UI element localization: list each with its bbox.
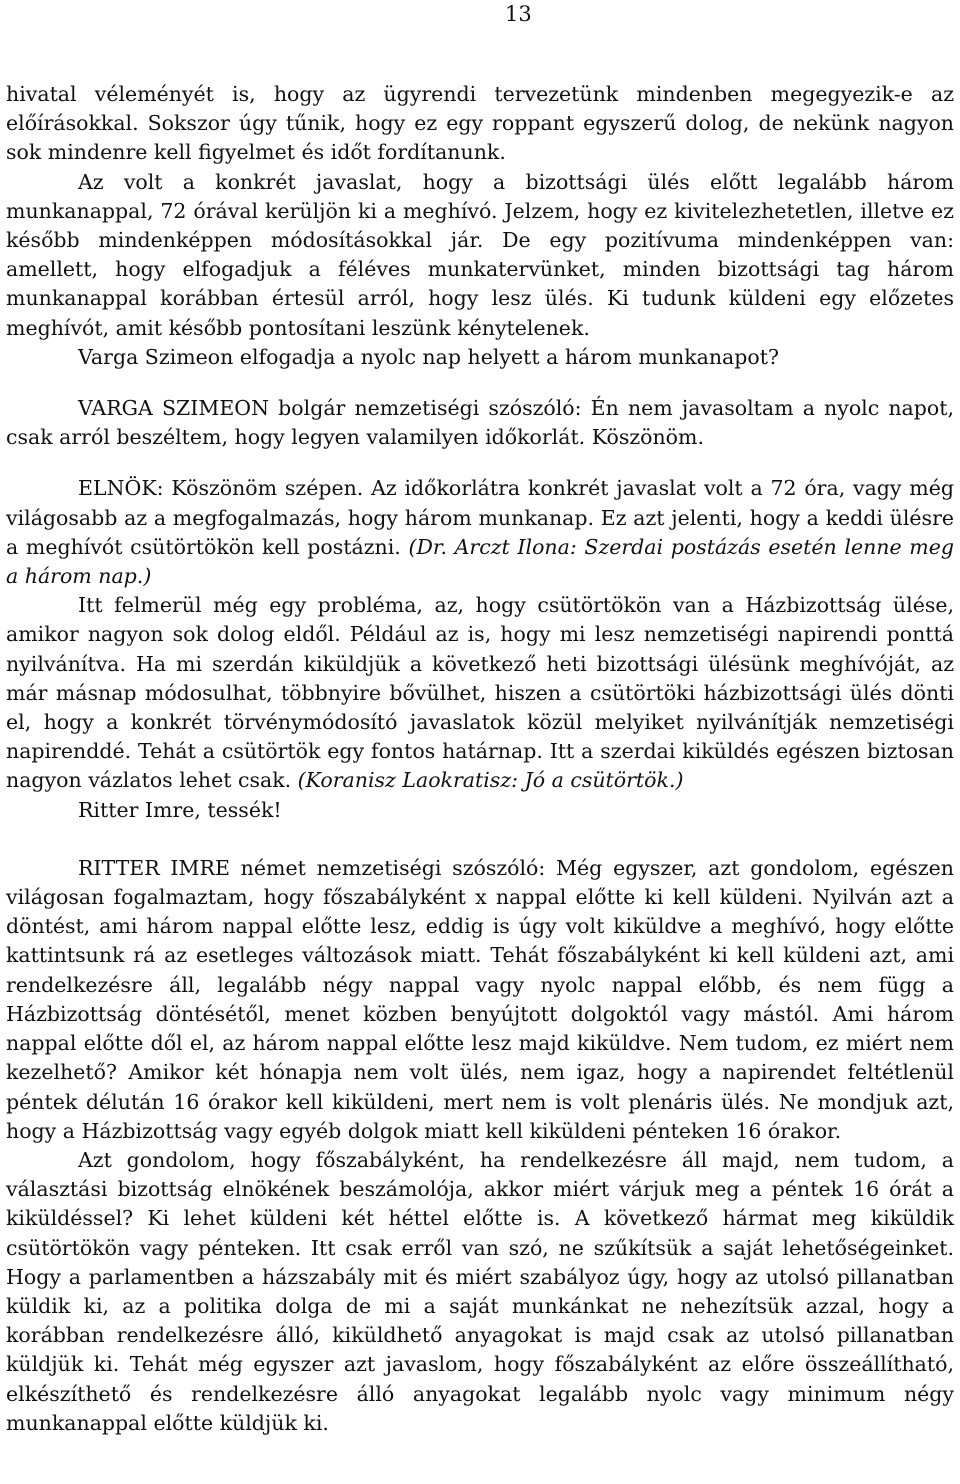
paragraph-hazbizottsag bbox=[6, 591, 954, 795]
paragraph-elnok bbox=[6, 474, 954, 591]
paragraph-elnok-text: ELNÖK: Köszönöm szépen. Az időkorlátra konkrét javaslat volt a 72 óra, vagy még világosabb az a megfogalmazás, hogy három munkanap. Ez azt jelenti, hogy a keddi ülésre a meghívót csütörtökön kell postázni. bbox=[6, 476, 954, 559]
interjection-koranisz-laokratisz: (Koranisz Laokratisz: Jó a csütörtök.) bbox=[297, 768, 684, 793]
interjection-arczt-ilona: (Dr. Arczt Ilona: Szerdai postázás esetén lenne meg a három nap.) bbox=[6, 534, 954, 589]
paragraph-ritter-imre: RITTER IMRE német nemzetiségi szószóló: Még egyszer, azt gondolom, egészen világosan fogalmaztam, hogy főszabályként x nappal előtte ki kell küldeni. Nyilván azt a döntést, ami három nappal előtte lesz, eddig is úgy volt kiküldve a meghívó, hogy előtte kattintsunk rá az esetleges változások miatt. Tehát főszabályként ki kell küldeni azt, ami rendelkezésre áll, legalább négy nappal vagy nyolc nappal előbb, és nem függ a Házbizottság döntésétől, menet közben benyújtott dolgoktól vagy mástól. Ami három nappal előtte dől el, az három nappal előtte lesz majd kiküldve. Nem tudom, ez miért nem kezelhető? Amikor két hónapja nem volt ülés, nem igaz, hogy a napirendet feltétlenül péntek délután 16 órakor kell kiküldeni, mert nem is volt plenáris ülés. Ne mondjuk azt, hogy a Házbizottság vagy egyéb dolgok miatt kell kiküldeni pénteken 16 órakor. bbox=[6, 855, 954, 1143]
paragraph-spacer bbox=[6, 372, 954, 394]
paragraph-spacer bbox=[6, 452, 954, 474]
page-number: 13 bbox=[505, 2, 532, 26]
paragraph-question: Varga Szimeon elfogadja a nyolc nap helyett a három munkanapot? bbox=[78, 344, 779, 369]
paragraph-spacer bbox=[6, 825, 954, 854]
paragraph-proposal: Az volt a konkrét javaslat, hogy a bizottsági ülés előtt legalább három munkanappal, 72 órával kerüljön ki a meghívó. Jelzem, hogy ez kivitelezhetetlen, illetve ez később mindenképpen módosításokkal jár. De egy pozitívuma mindenképpen van: amellett, hogy elfogadjuk a féléves munkatervünket, minden bizottsági tag három munkanappal korábban értesül arról, hogy lesz ülés. Ki tudunk küldeni egy előzetes meghívót, amit később pontosítani leszünk kénytelenek. bbox=[6, 169, 954, 340]
paragraph-ritter-continued: Azt gondolom, hogy főszabályként, ha rendelkezésre áll majd, nem tudom, a választási bizottság elnökének beszámolója, akkor miért várjuk meg a péntek 16 órát a kiküldéssel? Ki lehet küldeni két héttel előtte is. A következő hármat meg kiküldik csütörtökön vagy pénteken. Itt csak erről van szó, ne szűkítsük a saját lehetőségeinket. Hogy a parlamentben a házszabály mit és miért szabályoz úgy, hogy az utolsó pillanatban küldik ki, az a politika dolga de mi a saját munkánkat ne nehezítsük azzal, hogy a korábban rendelkezésre álló, kiküldhető anyagokat is majd csak az utolsó pillanatban küldjük ki. Tehát még egyszer azt javaslom, hogy főszabályként az előre összeállítható, elkészíthető és rendelkezésre álló anyagokat legalább nyolc vagy minimum négy munkanappal előtte küldjük ki. bbox=[6, 1147, 954, 1435]
paragraph-varga-szimeon: VARGA SZIMEON bolgár nemzetiségi szószóló: Én nem javasoltam a nyolc napot, csak arról beszéltem, hogy legyen valamilyen időkorlát. Köszönöm. bbox=[6, 396, 954, 450]
document-body bbox=[6, 80, 954, 1438]
paragraph-ritter-invite: Ritter Imre, tessék! bbox=[78, 797, 282, 822]
paragraph-hazbizottsag-text: Itt felmerül még egy probléma, az, hogy csütörtökön van a Házbizottság ülése, amikor nagyon sok dolog eldől. Például az is, hogy mi lesz nemzetiségi napirendi ponttá nyilvánítva. Ha mi szerdán kiküldjük a következő heti bizottsági ülésünk meghívóját, az már másnap módosulhat, többnyire bővülhet, hiszen a csütörtöki házbizottsági ülés dönti el, hogy a konkrét törvénymódosító javaslatok közül melyiket nyilvánítják nemzetiségi napirenddé. Tehát a csütörtök egy fontos határnap. Itt a szerdai kiküldés egészen biztosan nagyon vázlatos lehet csak. bbox=[6, 593, 954, 793]
paragraph-continuation: hivatal véleményét is, hogy az ügyrendi tervezetünk mindenben megegyezik-e az előírásokkal. Sokszor úgy tűnik, hogy ez egy roppant egyszerű dolog, de nekünk nagyon sok mindenre kell figyelmet és időt fordítanunk. bbox=[6, 82, 954, 165]
